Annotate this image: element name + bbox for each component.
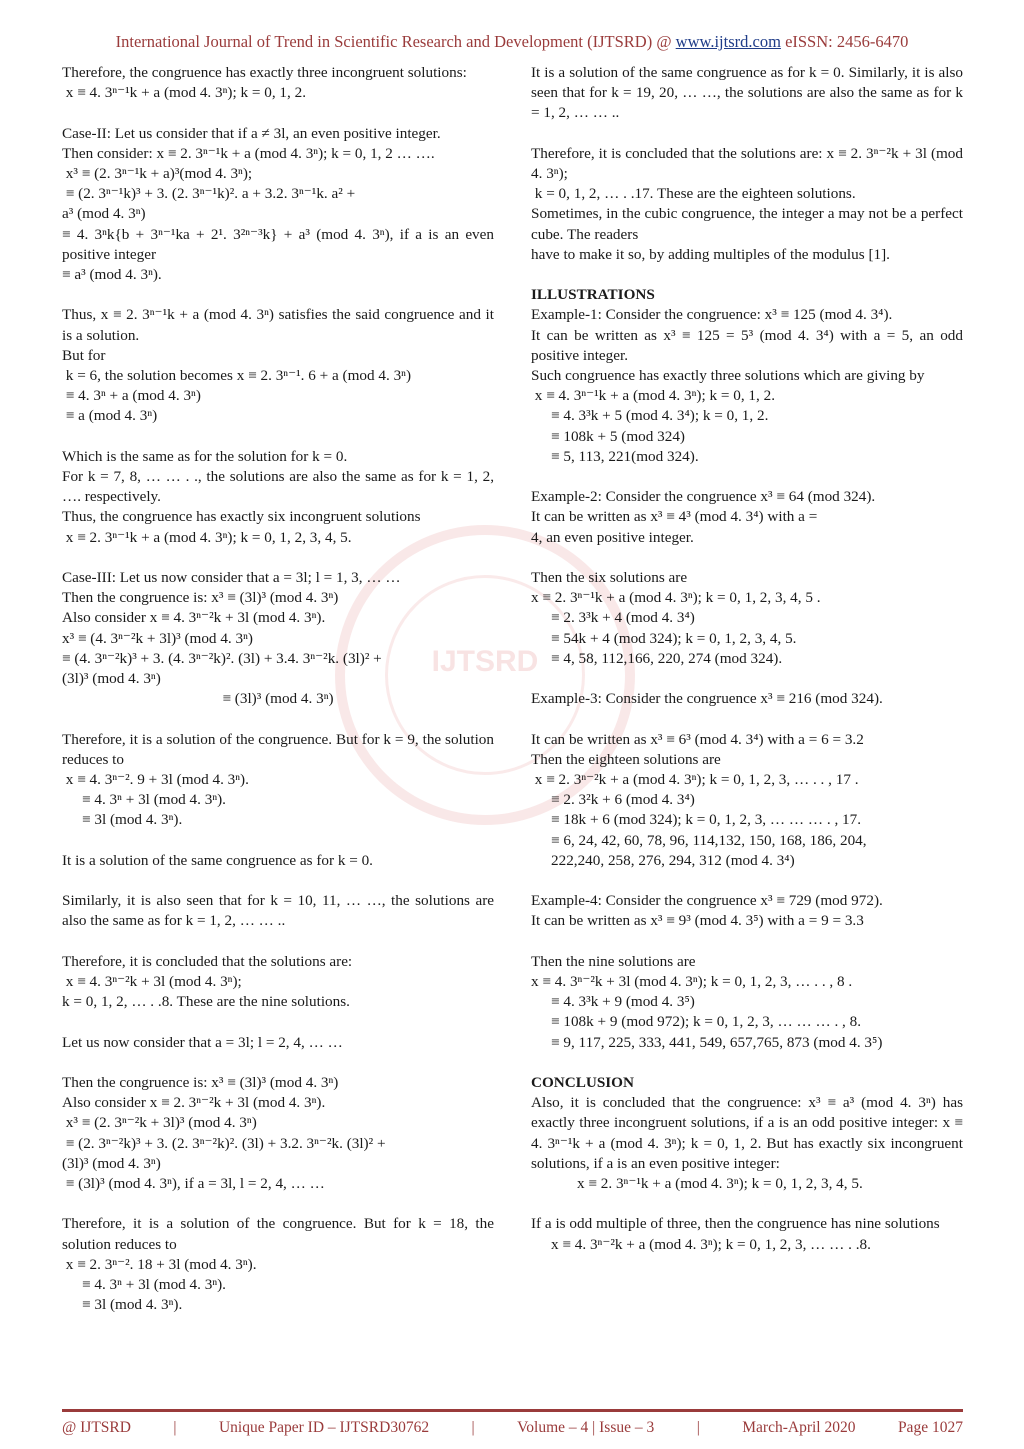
text-line: ≡ 3l (mod 4. 3ⁿ). <box>82 811 183 829</box>
text-line: x ≡ 2. 3ⁿ⁻¹k + a (mod 4. 3ⁿ); k = 0, 1, 2, 3, 4, 5 . <box>531 589 821 607</box>
text-line: Sometimes, in the cubic congruence, the integer a may not be a perfect cube. The readers <box>531 205 967 243</box>
page-footer <box>62 1419 963 1437</box>
text-line: Therefore, it is concluded that the solutions are: <box>62 952 353 970</box>
text-line: Example-4: Consider the congruence x³ ≡ 729 (mod 972). <box>531 892 883 910</box>
paragraph-spacer <box>62 1012 494 1032</box>
text-line: ≡ 4. 3ⁿ + a (mod 4. 3ⁿ) <box>62 387 201 405</box>
text-line: Thus, the congruence has exactly six incongruent solutions <box>62 508 421 526</box>
text-line: (3l)³ (mod 4. 3ⁿ) <box>62 1154 161 1172</box>
text-line: It can be written as x³ ≡ 125 = 5³ (mod 4. 3⁴) with a = 5, an odd positive integer. <box>531 326 967 364</box>
text-line: x ≡ 2. 3ⁿ⁻¹k + a (mod 4. 3ⁿ); k = 0, 1, 2, 3, 4, 5. <box>577 1175 863 1193</box>
text-line: ≡ (3l)³ (mod 4. 3ⁿ), if a = 3l, l = 2, 4, … … <box>62 1175 325 1193</box>
paragraph-spacer <box>531 265 963 285</box>
text-line: ≡ 6, 24, 42, 60, 78, 96, 114,132, 150, 168, 186, 204, <box>551 831 867 849</box>
footer-paper-id: Unique Paper ID – IJTSRD30762 <box>218 1419 430 1436</box>
right-column <box>531 63 967 1255</box>
text-line: Example-1: Consider the congruence: x³ ≡ 125 (mod 4. 3⁴). <box>531 306 893 324</box>
text-line: It can be written as x³ ≡ 6³ (mod 4. 3⁴) with a = 6 = 3.2 <box>531 730 864 748</box>
footer-journal: @ IJTSRD <box>62 1419 131 1436</box>
text-line: ≡ 18k + 6 (mod 324); k = 0, 1, 2, 3, … … … . , 17. <box>551 811 862 829</box>
text-line: ≡ 4. 3ⁿ + 3l (mod 4. 3ⁿ). <box>82 1276 226 1294</box>
paragraph-spacer <box>531 871 963 891</box>
paragraph-spacer <box>62 831 494 851</box>
text-line: ≡ 4. 3³k + 5 (mod 4. 3⁴); k = 0, 1, 2. <box>551 407 769 425</box>
text-line: x ≡ 4. 3ⁿ⁻²k + a (mod 4. 3ⁿ); k = 0, 1, 2, 3, … … . .8. <box>551 1235 871 1253</box>
paragraph-spacer <box>531 467 963 487</box>
paragraph-spacer <box>531 1194 963 1214</box>
text-line: ≡ 108k + 9 (mod 972); k = 0, 1, 2, 3, … … … . , 8. <box>551 1013 862 1031</box>
text-line: Also consider x ≡ 4. 3ⁿ⁻²k + 3l (mod 4. 3ⁿ). <box>62 609 326 627</box>
footer-separator: | <box>173 1419 177 1436</box>
text-line: Then the congruence is: x³ ≡ (3l)³ (mod 4. 3ⁿ) <box>62 589 339 607</box>
paragraph-spacer <box>62 548 494 568</box>
text-line: Which is the same as for the solution for k = 0. <box>62 447 348 465</box>
paragraph-spacer <box>62 1053 494 1073</box>
text-line: ≡ 5, 113, 221(mod 324). <box>551 447 699 465</box>
text-line: a³ (mod 4. 3ⁿ) <box>62 205 146 223</box>
text-line: Then consider: x ≡ 2. 3ⁿ⁻¹k + a (mod 4. 3ⁿ); k = 0, 1, 2 … …. <box>62 144 435 162</box>
text-line: Example-3: Consider the congruence x³ ≡ 216 (mod 324). <box>531 690 883 708</box>
text-line: Also consider x ≡ 2. 3ⁿ⁻²k + 3l (mod 4. 3ⁿ). <box>62 1094 326 1112</box>
text-line: Then the nine solutions are <box>531 952 696 970</box>
paragraph-spacer <box>62 285 494 305</box>
text-line: ≡ 4. 3ⁿ + 3l (mod 4. 3ⁿ). <box>82 791 226 809</box>
text-line: x ≡ 4. 3ⁿ⁻². 9 + 3l (mod 4. 3ⁿ). <box>62 771 249 789</box>
footer-separator: | <box>471 1419 475 1436</box>
paragraph-spacer <box>531 932 963 952</box>
paragraph-spacer <box>62 1194 494 1214</box>
text-line: ≡ (3l)³ (mod 4. 3ⁿ) <box>222 690 334 708</box>
text-line: It is a solution of the same congruence as for k = 0. <box>62 851 373 869</box>
text-line: ≡ 108k + 5 (mod 324) <box>551 427 685 445</box>
paragraph-spacer <box>531 548 963 568</box>
header-issn: eISSN: 2456-6470 <box>780 32 909 51</box>
watermark-text: IJTSRD <box>431 645 539 678</box>
text-line: ≡ 4. 3ⁿk{b + 3ⁿ⁻¹ka + 2¹. 3²ⁿ⁻³k} + a³ (mod 4. 3ⁿ), if a is an even positive integer <box>62 225 498 263</box>
text-line: Therefore, it is a solution of the congruence. But for k = 18, the solution reduces to <box>62 1215 498 1253</box>
text-line: Then the eighteen solutions are <box>531 750 721 768</box>
text-line: have to make it so, by adding multiples of the modulus [1]. <box>531 245 890 263</box>
text-line: It can be written as x³ ≡ 4³ (mod 4. 3⁴) with a = <box>531 508 818 526</box>
text-line: x ≡ 4. 3ⁿ⁻²k + 3l (mod 4. 3ⁿ); k = 0, 1, 2, 3, … . . , 8 . <box>531 973 853 991</box>
text-line: ILLUSTRATIONS <box>531 286 655 304</box>
text-line: It can be written as x³ ≡ 9³ (mod 4. 3⁵) with a = 9 = 3.3 <box>531 912 864 930</box>
text-line: But for <box>62 346 106 364</box>
text-line: Therefore, it is concluded that the solutions are: x ≡ 2. 3ⁿ⁻²k + 3l (mod 4. 3ⁿ); <box>531 144 967 182</box>
footer-separator: | <box>696 1419 700 1436</box>
text-line: k = 6, the solution becomes x ≡ 2. 3ⁿ⁻¹. 6 + a (mod 4. 3ⁿ) <box>62 367 412 385</box>
text-line: ≡ 9, 117, 225, 333, 441, 549, 657,765, 873 (mod 4. 3⁵) <box>551 1033 883 1051</box>
text-line: 222,240, 258, 276, 294, 312 (mod 4. 3⁴) <box>551 851 795 869</box>
header-journal-title: International Journal of Trend in Scientific Research and Development (IJTSRD) @ <box>115 32 676 51</box>
text-line: For k = 7, 8, … … . ., the solutions are also the same as for k = 1, 2, …. respectively. <box>62 468 498 506</box>
paragraph-spacer <box>62 427 494 447</box>
text-line: Also, it is concluded that the congruence: x³ ≡ a³ (mod 4. 3ⁿ) has exactly three incongruent solutions, if a is an odd positive integer: x ≡ 4. 3ⁿ⁻¹k + a (mod 4. 3ⁿ); k = 0, 1, 2. But has exactly six incongruent solutions, if a is an even positive integer: <box>531 1094 967 1172</box>
paragraph-spacer <box>62 871 494 891</box>
text-line: Example-2: Consider the congruence x³ ≡ 64 (mod 324). <box>531 488 876 506</box>
text-line: k = 0, 1, 2, … . .8. These are the nine solutions. <box>62 993 350 1011</box>
text-line: Therefore, the congruence has exactly three incongruent solutions: <box>62 64 467 81</box>
footer-page-number: Page 1027 <box>897 1419 963 1436</box>
paragraph-spacer <box>531 1053 963 1073</box>
paragraph-spacer <box>62 932 494 952</box>
page-header <box>0 32 1024 52</box>
text-line: ≡ (4. 3ⁿ⁻²k)³ + 3. (4. 3ⁿ⁻²k)². (3l) + 3.4. 3ⁿ⁻²k. (3l)² + <box>62 649 382 667</box>
text-line: x³ ≡ (4. 3ⁿ⁻²k + 3l)³ (mod 4. 3ⁿ) <box>62 629 253 647</box>
text-line: Similarly, it is also seen that for k = 10, 11, … …, the solutions are also the same as for k = 1, 2, … … .. <box>62 892 498 930</box>
paragraph-spacer <box>531 669 963 689</box>
paragraph-spacer <box>531 709 963 729</box>
text-line: ≡ 54k + 4 (mod 324); k = 0, 1, 2, 3, 4, 5. <box>551 629 797 647</box>
text-line: x ≡ 4. 3ⁿ⁻¹k + a (mod 4. 3ⁿ); k = 0, 1, 2. <box>62 84 306 102</box>
text-line: ≡ 2. 3³k + 4 (mod 4. 3⁴) <box>551 609 695 627</box>
text-line: x³ ≡ (2. 3ⁿ⁻²k + 3l)³ (mod 4. 3ⁿ) <box>62 1114 257 1132</box>
footer-date: March-April 2020 <box>742 1419 856 1436</box>
paragraph-spacer <box>62 103 494 123</box>
text-line: ≡ 2. 3²k + 6 (mod 4. 3⁴) <box>551 791 695 809</box>
text-line: x ≡ 2. 3ⁿ⁻². 18 + 3l (mod 4. 3ⁿ). <box>62 1255 257 1273</box>
text-line: ≡ (2. 3ⁿ⁻²k)³ + 3. (2. 3ⁿ⁻²k)². (3l) + 3.2. 3ⁿ⁻²k. (3l)² + <box>62 1134 386 1152</box>
text-line: Let us now consider that a = 3l; l = 2, 4, … … <box>62 1033 343 1051</box>
text-line: It is a solution of the same congruence as for k = 0. Similarly, it is also seen that for k = 19, 20, … …, the solutions are also the same as for k = 1, 2, … … .. <box>531 64 967 122</box>
paragraph-spacer <box>531 124 963 144</box>
text-line: k = 0, 1, 2, … . .17. These are the eighteen solutions. <box>531 185 856 203</box>
text-line: x ≡ 2. 3ⁿ⁻²k + a (mod 4. 3ⁿ); k = 0, 1, 2, 3, … . . , 17 . <box>531 771 859 789</box>
text-line: ≡ a³ (mod 4. 3ⁿ). <box>62 266 162 284</box>
header-journal-link[interactable]: www.ijtsrd.com <box>675 32 781 51</box>
text-line: 4, an even positive integer. <box>531 528 694 546</box>
text-line: Then the six solutions are <box>531 569 688 587</box>
text-line: Then the congruence is: x³ ≡ (3l)³ (mod 4. 3ⁿ) <box>62 1074 339 1091</box>
text-line: Case-III: Let us now consider that a = 3l; l = 1, 3, … … <box>62 569 401 587</box>
text-line: x³ ≡ (2. 3ⁿ⁻¹k + a)³(mod 4. 3ⁿ); <box>62 165 253 182</box>
footer-volume-issue: Volume – 4 | Issue – 3 <box>517 1419 655 1436</box>
left-column <box>62 63 498 1315</box>
text-line: x ≡ 4. 3ⁿ⁻¹k + a (mod 4. 3ⁿ); k = 0, 1, 2. <box>531 387 775 405</box>
text-line: ≡ 4, 58, 112,166, 220, 274 (mod 324). <box>551 649 783 667</box>
text-line: x ≡ 2. 3ⁿ⁻¹k + a (mod 4. 3ⁿ); k = 0, 1, 2, 3, 4, 5. <box>62 528 352 546</box>
text-line: Thus, x ≡ 2. 3ⁿ⁻¹k + a (mod 4. 3ⁿ) satisfies the said congruence and it is a solution. <box>62 306 498 344</box>
text-line: If a is odd multiple of three, then the congruence has nine solutions <box>531 1215 940 1233</box>
text-line: CONCLUSION <box>531 1074 634 1092</box>
footer-divider <box>62 1409 963 1412</box>
text-line: x ≡ 4. 3ⁿ⁻²k + 3l (mod 4. 3ⁿ); <box>62 973 242 991</box>
text-line: ≡ a (mod 4. 3ⁿ) <box>62 407 158 425</box>
paragraph-spacer <box>62 709 494 729</box>
text-line: Such congruence has exactly three solutions which are giving by <box>531 367 925 385</box>
text-line: ≡ 4. 3³k + 9 (mod 4. 3⁵) <box>551 993 695 1011</box>
text-line: ≡ (2. 3ⁿ⁻¹k)³ + 3. (2. 3ⁿ⁻¹k)². a + 3.2. 3ⁿ⁻¹k. a² + <box>62 185 356 203</box>
text-line: ≡ 3l (mod 4. 3ⁿ). <box>82 1296 183 1314</box>
text-line: Case-II: Let us consider that if a ≠ 3l, an even positive integer. <box>62 124 441 142</box>
text-line: Therefore, it is a solution of the congruence. But for k = 9, the solution reduces to <box>62 730 498 768</box>
text-line: (3l)³ (mod 4. 3ⁿ) <box>62 670 161 688</box>
